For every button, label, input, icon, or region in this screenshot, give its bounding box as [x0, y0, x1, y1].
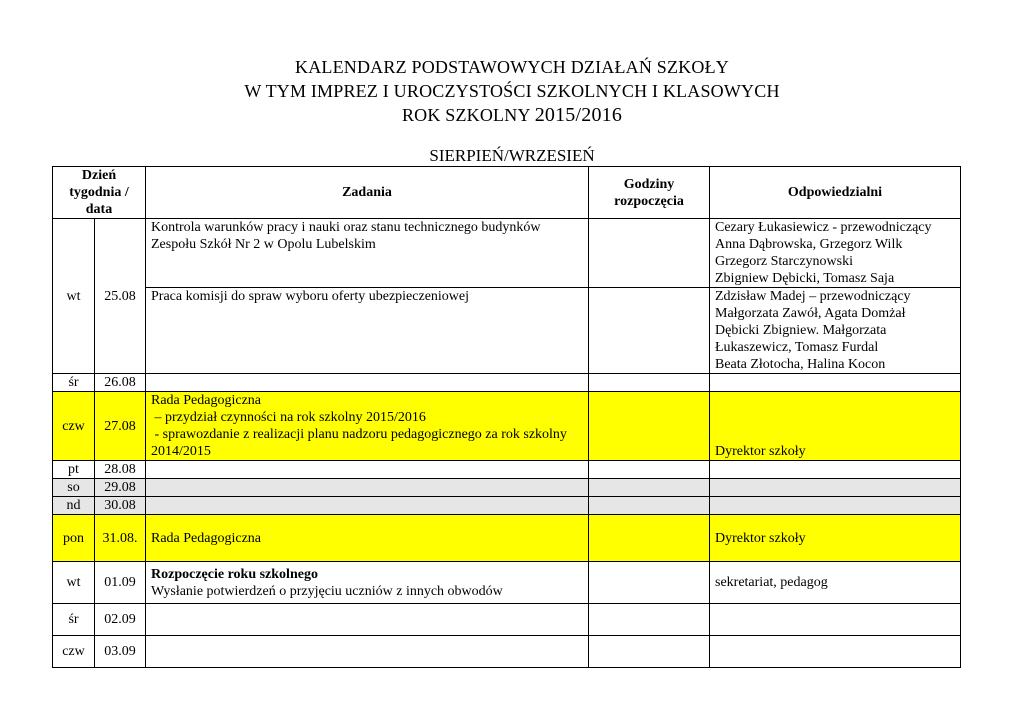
responsible-cell [710, 479, 961, 497]
date-cell: 27.08 [95, 392, 146, 461]
date-cell: 31.08. [95, 515, 146, 562]
column-header-responsible: Odpowiedzialni [710, 167, 961, 219]
day-cell: śr [53, 604, 95, 636]
day-cell: so [53, 479, 95, 497]
table-row [53, 562, 961, 604]
table-row [53, 636, 961, 668]
task-cell: Rada Pedagogiczna [146, 515, 589, 562]
responsible-cell [710, 374, 961, 392]
date-cell: 03.09 [95, 636, 146, 668]
day-cell: nd [53, 497, 95, 515]
responsible-cell: Dyrektor szkoły [710, 392, 961, 461]
day-cell: pt [53, 461, 95, 479]
document-title-line3 [0, 104, 1024, 127]
responsible-cell: Dyrektor szkoły [710, 515, 961, 562]
responsible-cell [710, 288, 961, 374]
hours-cell [589, 288, 710, 374]
task-cell [146, 562, 589, 604]
day-cell: śr [53, 374, 95, 392]
calendar-table [52, 166, 961, 668]
table-row [53, 461, 961, 479]
task-cell [146, 374, 589, 392]
table-row-highlighted [53, 392, 961, 461]
task-cell [146, 288, 589, 374]
task-cell [146, 461, 589, 479]
responsible-cell [710, 604, 961, 636]
responsible-line: Łukaszewicz, Tomasz Furdal [715, 340, 879, 355]
responsible-line: Dębicki Zbigniew. Małgorzata [715, 323, 887, 338]
responsible-line: Anna Dąbrowska, Grzegorz Wilk [715, 237, 903, 252]
hours-cell [589, 562, 710, 604]
task-line: Praca komisji do spraw wyboru oferty ubezpieczeniowej [151, 289, 470, 304]
hours-cell [589, 219, 710, 288]
date-cell: 28.08 [95, 461, 146, 479]
document-title-line1: KALENDARZ PODSTAWOWYCH DZIAŁAŃ SZKOŁY [295, 57, 729, 77]
date-cell: 25.08 [95, 219, 146, 374]
school-year-value: 2015/2016 [534, 104, 623, 126]
responsible-line: Zbigniew Dębicki, Tomasz Saja [715, 271, 895, 286]
table-row [53, 374, 961, 392]
hours-cell [589, 461, 710, 479]
date-cell: 29.08 [95, 479, 146, 497]
day-cell: wt [53, 562, 95, 604]
responsible-line: Cezary Łukasiewicz - przewodniczący [715, 220, 932, 235]
hours-cell [589, 392, 710, 461]
responsible-cell [710, 461, 961, 479]
month-heading: SIERPIEŃ/WRZESIEŃ [429, 146, 595, 165]
responsible-cell [710, 636, 961, 668]
day-cell: czw [53, 636, 95, 668]
document-title-line2: W TYM IMPREZ I UROCZYSTOŚCI SZKOLNYCH I KLASOWYCH [244, 81, 780, 101]
task-cell [146, 636, 589, 668]
table-row [53, 288, 961, 374]
date-cell: 30.08 [95, 497, 146, 515]
task-cell [146, 392, 589, 461]
day-cell: pon [53, 515, 95, 562]
task-line: Wysłanie potwierdzeń o przyjęciu uczniów z innych obwodów [151, 583, 503, 599]
task-cell [146, 604, 589, 636]
task-line: Rada Pedagogiczna [151, 393, 262, 408]
hours-cell [589, 479, 710, 497]
table-row [53, 604, 961, 636]
date-cell: 26.08 [95, 374, 146, 392]
date-cell: 01.09 [95, 562, 146, 604]
responsible-cell: sekretariat, pedagog [710, 562, 961, 604]
column-header-day: Dzień tygodnia / data [53, 167, 146, 219]
day-cell: wt [53, 219, 95, 374]
responsible-line: Małgorzata Zawół, Agata Domżał [715, 306, 906, 321]
school-year-label: ROK SZKOLNY [401, 105, 535, 125]
task-cell [146, 479, 589, 497]
table-row-weekend [53, 479, 961, 497]
date-cell: 02.09 [95, 604, 146, 636]
responsible-cell [710, 219, 961, 288]
hours-cell [589, 636, 710, 668]
hours-cell [589, 515, 710, 562]
hours-cell [589, 374, 710, 392]
responsible-line: Zdzisław Madej – przewodniczący [715, 289, 911, 304]
task-line: - sprawozdanie z realizacji planu nadzoru pedagogicznego za rok szkolny [151, 427, 567, 442]
task-line-bold: Rozpoczęcie roku szkolnego [151, 566, 318, 582]
task-line: – przydział czynności na rok szkolny 2015/2016 [151, 410, 426, 425]
column-header-tasks: Zadania [146, 167, 589, 219]
task-cell [146, 497, 589, 515]
day-cell: czw [53, 392, 95, 461]
task-line: 2014/2015 [151, 444, 211, 459]
hours-cell [589, 497, 710, 515]
task-cell [146, 219, 589, 288]
responsible-line: Grzegorz Starczynowski [715, 254, 854, 269]
table-header-row [53, 167, 961, 219]
responsible-line: Beata Złotocha, Halina Kocon [715, 357, 886, 372]
hours-cell [589, 604, 710, 636]
responsible-cell [710, 497, 961, 515]
table-row-weekend [53, 497, 961, 515]
table-row [53, 219, 961, 288]
column-header-hours: Godziny rozpoczęcia [589, 167, 710, 219]
task-line: Zespołu Szkół Nr 2 w Opolu Lubelskim [151, 237, 376, 252]
table-row-highlighted [53, 515, 961, 562]
task-line: Kontrola warunków pracy i nauki oraz stanu technicznego budynków [151, 220, 541, 235]
